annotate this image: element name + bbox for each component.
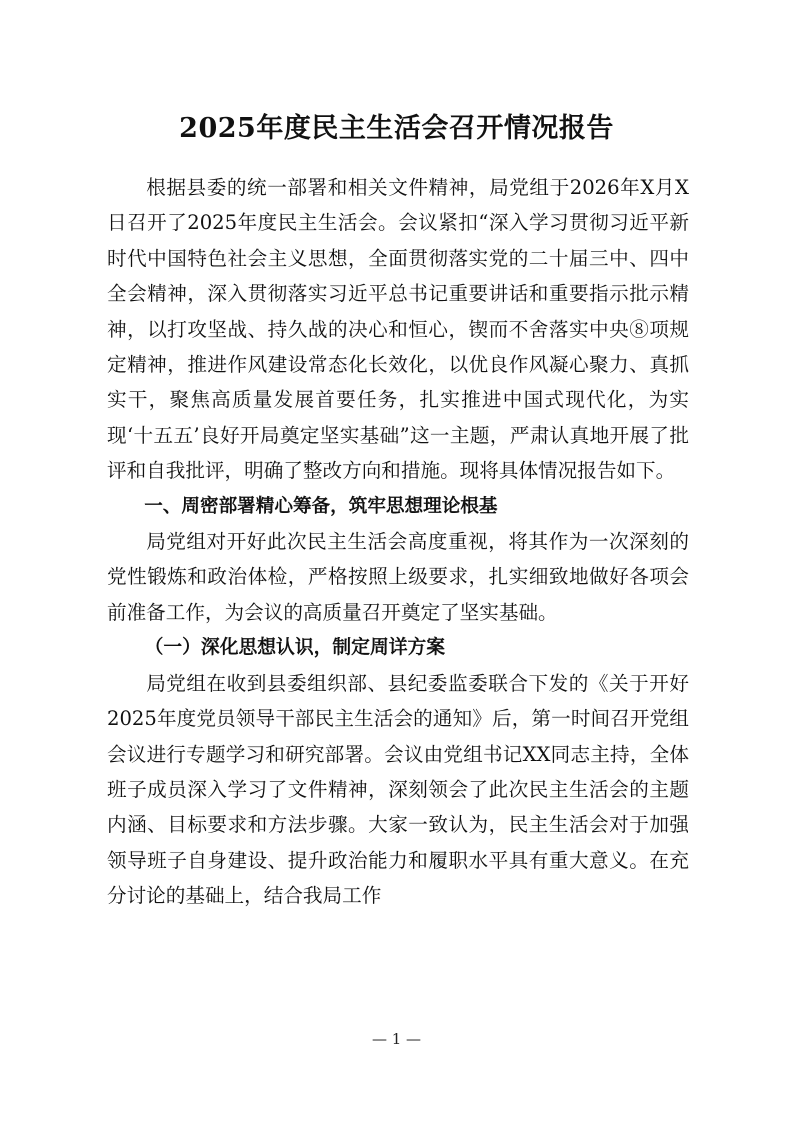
document-title: 2025年度民主生活会召开情况报告 (179, 113, 614, 144)
section-1-paragraph: 局党组对开好此次民主生活会高度重视，将其作为一次深刻的党性锻炼和政治体检，严格按照上级要求，扎实细致地做好各项会前准备工作，为会议的高质量召开奠定了坚实基础。 (107, 530, 689, 624)
intro-paragraph: 根据县委的统一部署和相关文件精神，局党组于2026年X月X日召开了2025年度民主生活会。会议紧扣“深入学习贯彻习近平新时代中国特色社会主义思想，全面贯彻落实党的二十届三中、四中全会精神，深入贯彻落实习近平总书记重要讲话和重要指示批示精神，以打攻坚战、持久战的决心和恒心，锲而不舍落实中央⑧项规定精神，推进作风建设常态化长效化，以优良作风凝心聚力、真抓实干，聚焦高质量发展首要任务，扎实推进中国式现代化，为实现‘十五五’良好开局奠定坚实基础”这一主题，严肃认真地开展了批评和自我批评，明确了整改方向和措施。现将具体情况报告如下。 (107, 176, 689, 483)
subsection-1-paragraph: 局党组在收到县委组织部、县纪委监委联合下发的《关于开好2025年度党员领导干部民主生活会的通知》后，第一时间召开党组会议进行专题学习和研究部署。会议由党组书记XX同志主持，全体班子成员深入学习了文件精神，深刻领会了此次民主生活会的主题内涵、目标要求和方法步骤。大家一致认为，民主生活会对于加强领导班子自身建设、提升政治能力和履职水平具有重大意义。在充分讨论的基础上，结合我局工作 (107, 671, 689, 908)
page-number: — 1 — (371, 1030, 422, 1048)
document-body (107, 170, 689, 914)
section-heading-1: 一、周密部署精心筹备，筑牢思想理论根基 (144, 495, 498, 517)
subsection-heading-1: （一）深化思想认识，制定周详方案 (144, 636, 446, 659)
